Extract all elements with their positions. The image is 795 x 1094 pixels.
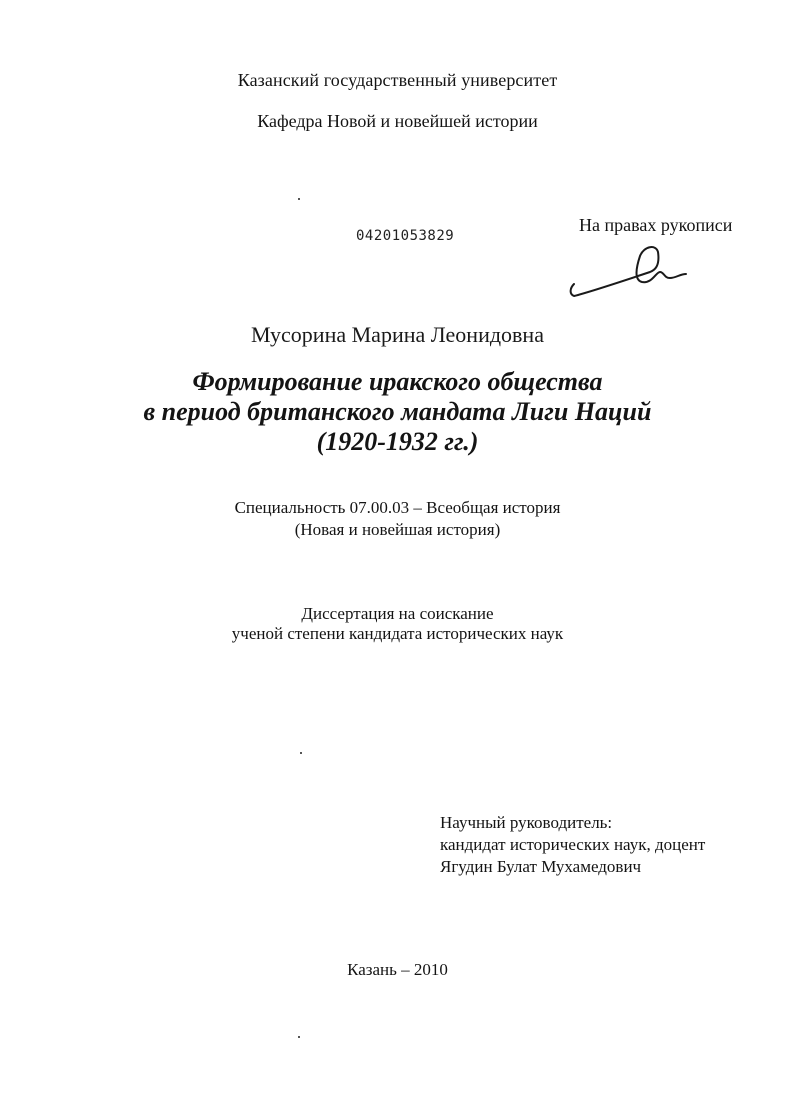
university-name: Казанский государственный университет: [237, 70, 558, 90]
supervisor-label: Научный руководитель:: [440, 813, 613, 832]
supervisor-name: Ягудин Булат Мухамедович: [440, 857, 642, 876]
title-line-2: в период британского мандата Лиги Наций: [143, 397, 652, 426]
title-line-1: Формирование иракского общества: [192, 367, 603, 396]
supervisor-degree: кандидат исторических наук, доцент: [440, 835, 706, 854]
specialty-line-1: Специальность 07.00.03 – Всеобщая история: [234, 498, 561, 517]
signature: [560, 242, 690, 302]
dissertation-line-1: Диссертация на соискание: [301, 604, 494, 623]
department-name: Кафедра Новой и новейшей истории: [257, 111, 538, 131]
document-number: 04201053829: [356, 228, 455, 244]
supervisor-block: [440, 812, 705, 878]
specialty-line-2: (Новая и новейшая история): [294, 520, 501, 539]
city-year: Казань – 2010: [347, 960, 448, 979]
dissertation-line-2: ученой степени кандидата исторических наук: [231, 624, 564, 643]
rights-note: На правах рукописи: [579, 215, 733, 235]
scan-speck: [298, 1036, 300, 1038]
author-name: Мусорина Марина Леонидовна: [251, 322, 544, 347]
dissertation-degree: [0, 604, 795, 644]
scan-speck: [300, 752, 302, 754]
dissertation-title: [0, 367, 795, 457]
title-line-3: (1920-1932 гг.): [316, 427, 479, 456]
specialty: [0, 497, 795, 541]
scan-speck: [298, 198, 300, 200]
